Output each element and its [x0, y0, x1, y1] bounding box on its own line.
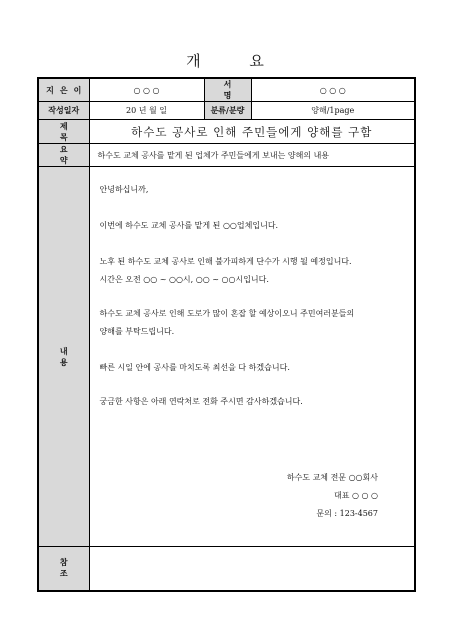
category-value: 양해/1page: [251, 102, 415, 120]
content-paragraph: 하수도 교체 공사로 인해 도로가 많이 혼잡 할 예상이오니 주민여러분들의: [99, 309, 355, 318]
author-label: 지은이: [38, 78, 89, 102]
date-label: 작성일자: [38, 102, 89, 120]
reference-label: 참 조: [38, 547, 89, 591]
subject-label: 제 목: [38, 120, 89, 144]
content-paragraph: 안녕하십니까,: [99, 185, 149, 194]
signature-value: ○ ○ ○: [251, 78, 415, 102]
page-title: 개 요: [186, 52, 286, 70]
signature-contact: 문의 : 123-4567: [316, 509, 378, 518]
summary-label: 요 약: [38, 144, 89, 167]
content-paragraph: 빠른 시일 안에 공사를 마치도록 최선을 다 하겠습니다.: [99, 363, 290, 372]
content-paragraph: 궁금한 사항은 아래 연락처로 전화 주시면 감사하겠습니다.: [99, 397, 303, 406]
date-value: 20 년 월 일: [89, 102, 204, 120]
category-label: 분류/분량: [204, 102, 251, 120]
content-body: [89, 167, 415, 547]
signature-company: 하수도 교체 전문 ○○회사: [286, 473, 378, 482]
content-paragraph: 이번에 하수도 교체 공사를 맡게 된 ○○업체입니다.: [99, 221, 279, 230]
content-label: 내 용: [38, 167, 89, 547]
content-paragraph: 시간은 오전 ○○ ~ ○○시, ○○ ~ ○○시입니다.: [99, 275, 269, 284]
subject-value: 하수도 공사로 인해 주민들에게 양해를 구함: [89, 120, 415, 144]
signature-label: 서 명: [204, 78, 251, 102]
summary-form-table: [37, 77, 416, 592]
content-paragraph: 노후 된 하수도 교체 공사로 인해 불가피하게 단수가 시행 될 예정입니다.: [99, 257, 352, 266]
summary-value: 하수도 교체 공사를 맡게 된 업체가 주민들에게 보내는 양해의 내용: [89, 144, 415, 167]
content-paragraph: 양해를 부탁드립니다.: [99, 327, 175, 336]
author-value: ○ ○ ○: [89, 78, 204, 102]
reference-value: [89, 547, 415, 591]
signature-representative: 대표 ○ ○ ○: [333, 491, 378, 500]
